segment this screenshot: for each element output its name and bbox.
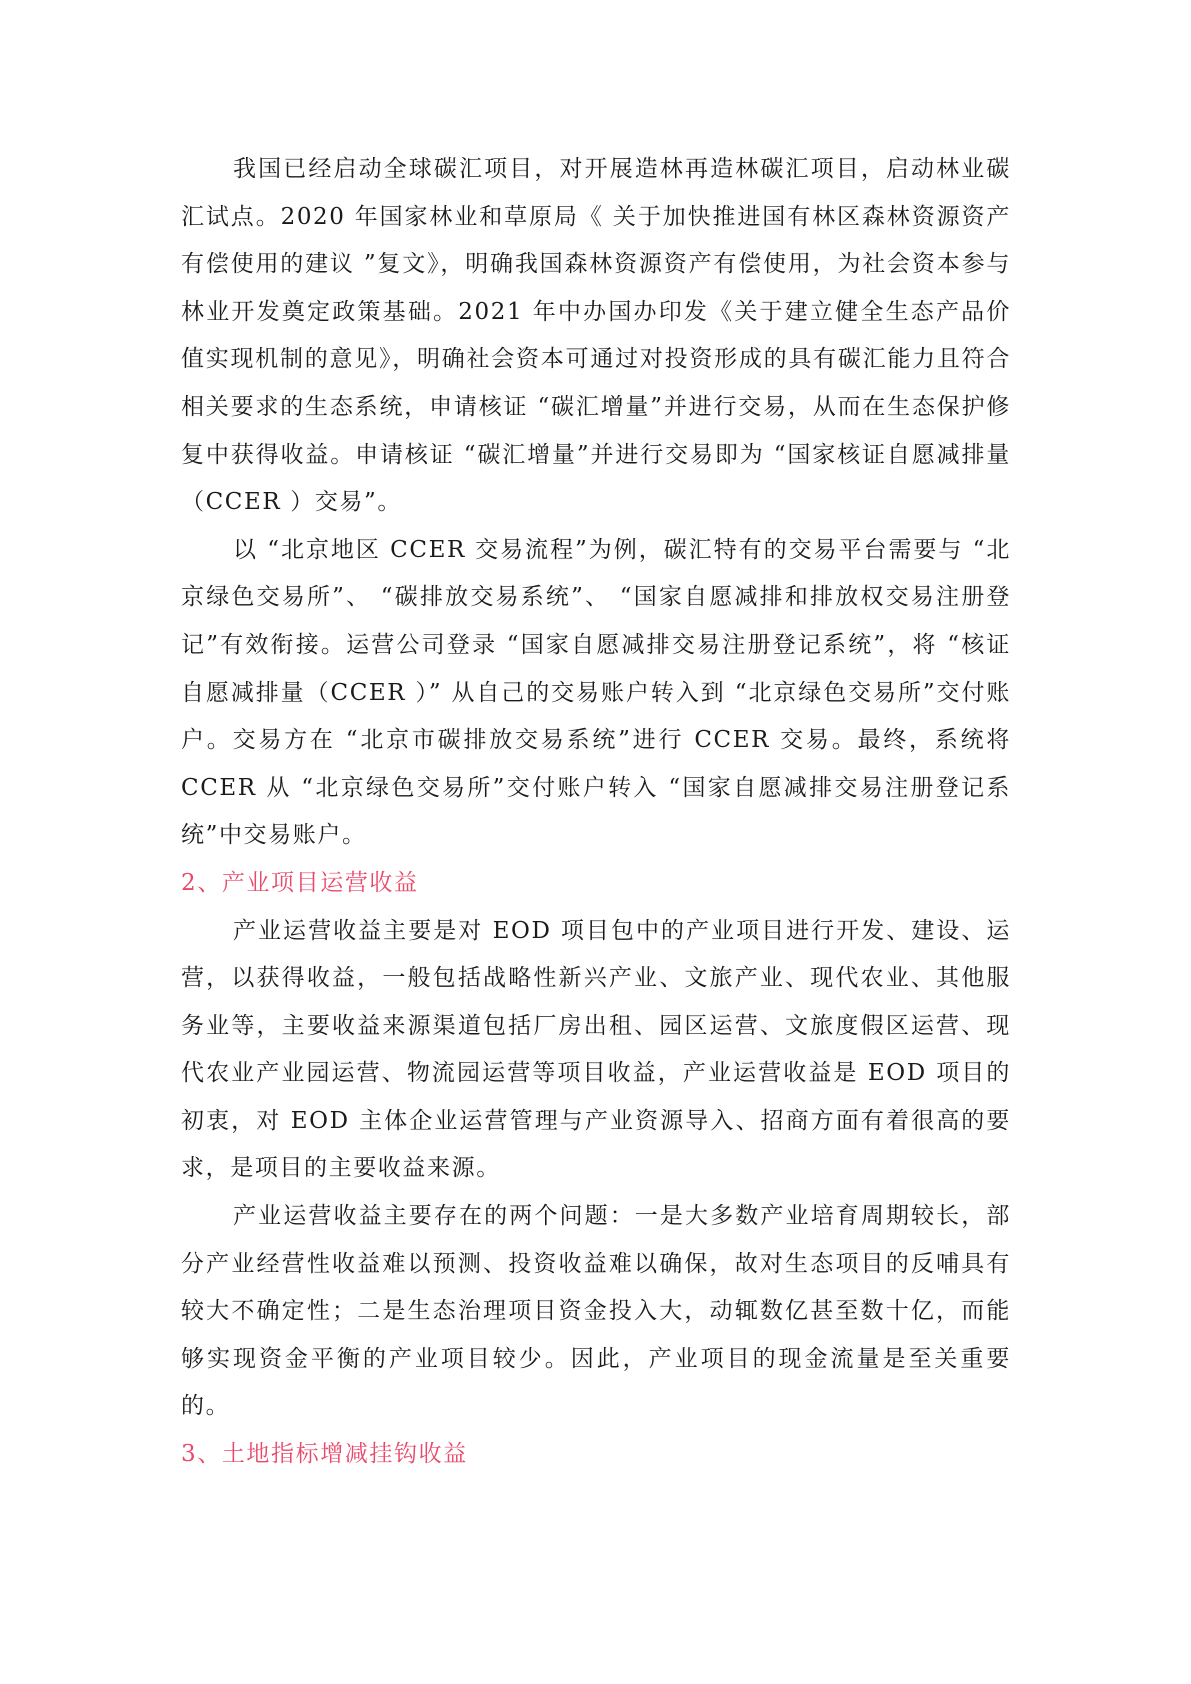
paragraph-industry-operation-problems: 产业运营收益主要存在的两个问题：一是大多数产业培育周期较长，部分产业经营性收益难以预测、投资收益难以确保，故对生态项目的反哺具有较大不确定性；二是生态治理项目资金投入大，动辄数亿甚至数十亿，而能够实现资金平衡的产业项目较少。因此，产业项目的现金流量是至关重要的。 <box>181 1203 1011 1420</box>
section-heading-land-quota: 3、土地指标增减挂钩收益 <box>181 1441 468 1468</box>
paragraph-carbon-sink-policy: 我国已经启动全球碳汇项目，对开展造林再造林碳汇项目，启动林业碳汇试点。2020 年国家林业和草原局《 关于加快推进国有林区森林资源资产有偿使用的建议 ”复文》，明确我国森林资源资产有偿使用，为社会资本参与林业开发奠定政策基础。2021 年中办国办印发《关于建立健全生态产品价值实现机制的意见》，明确社会资本可通过对投资形成的具有碳汇能力且符合相关要求的生态系统，申请核证 “碳汇增量”并进行交易，从而在生态保护修复中获得收益。申请核证 “碳汇增量”并进行交易即为 “国家核证自愿减排量（CCER ）交易”。 <box>181 156 1011 516</box>
document-body <box>181 146 1011 1479</box>
paragraph-industry-operation-income: 产业运营收益主要是对 EOD 项目包中的产业项目进行开发、建设、运营，以获得收益，一般包括战略性新兴产业、文旅产业、现代农业、其他服务业等，主要收益来源渠道包括厂房出租、园区运营、文旅度假区运营、现代农业产业园运营、物流园运营等项目收益，产业运营收益是 EOD 项目的初衷，对 EOD 主体企业运营管理与产业资源导入、招商方面有着很高的要求，是项目的主要收益来源。 <box>181 917 1011 1182</box>
paragraph-ccer-trading-process: 以 “北京地区 CCER 交易流程”为例，碳汇特有的交易平台需要与 “北京绿色交易所”、 “碳排放交易系统”、 “国家自愿减排和排放权交易注册登记”有效衔接。运营公司登录 “国家自愿减排交易注册登记系统”，将 “核证自愿减排量（CCER ）” 从自己的交易账户转入到 “北京绿色交易所”交付账户。交易方在 “北京市碳排放交易系统”进行 CCER 交易。最终，系统将 CCER 从 “北京绿色交易所”交付账户转入 “国家自愿减排交易注册登记系统”中交易账户。 <box>181 536 1011 849</box>
section-heading-industry-operation: 2、产业项目运营收益 <box>181 869 419 896</box>
